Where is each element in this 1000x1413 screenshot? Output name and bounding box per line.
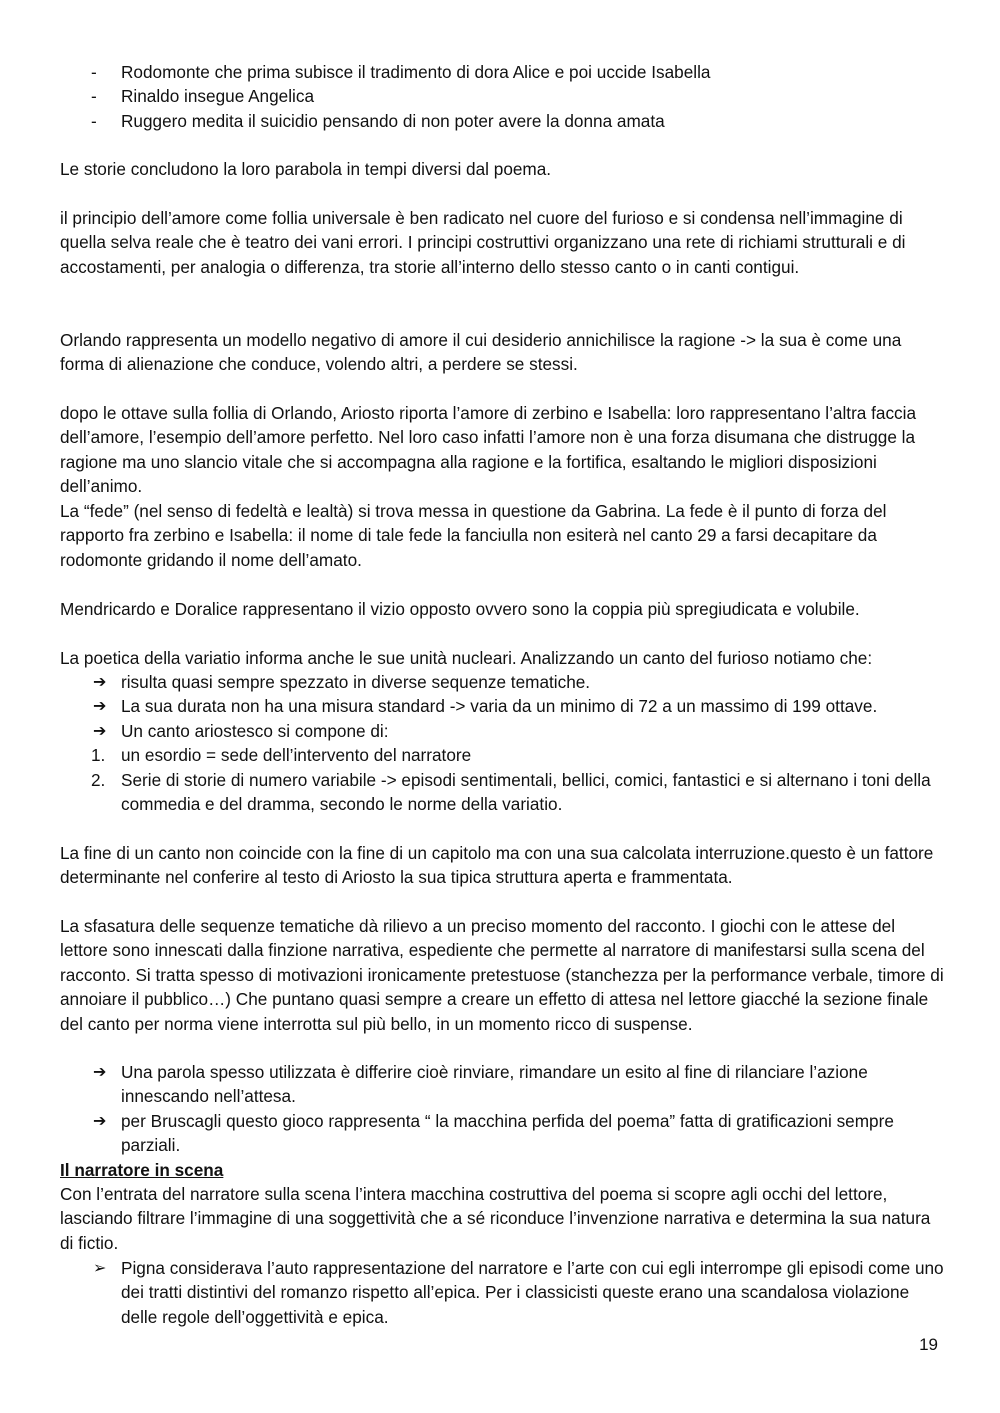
page-number: 19 — [919, 1335, 938, 1354]
list-item-text: Ruggero medita il suicidio pensando di non poter avere la donna amata — [121, 110, 665, 131]
numbered-item — [60, 743, 945, 767]
list-item-text: Una parola spesso utilizzata è differire cioè rinviare, rimandare un esito al fine di rilanciare l’azione innescando nell’attesa. — [121, 1062, 868, 1107]
list-item — [60, 719, 945, 743]
paragraph-sfasatura: La sfasatura delle sequenze tematiche dà rilievo a un preciso momento del racconto. I giochi con le attese del lettore sono innescati dalla finzione narrativa, espediente che permette al narratore di manifestarsi sulla scena del racconto. Si tratta spesso di motivazioni ironicamente pretestuose (stanchezza per la performance verbale, timore di annoiare il pubblico…) Che puntano quasi sempre a creare un effetto di attesa nel lettore giacché la sezione finale del canto per norma viene interrotta sul più bello, in un momento ricco di suspense. — [60, 916, 944, 1034]
arrow-list-differire — [60, 1060, 945, 1158]
paragraph-variatio: La poetica della variatio informa anche le sue unità nucleari. Analizzando un canto del furioso notiamo che: — [60, 648, 873, 668]
paragraph-canto-end: La fine di un canto non coincide con la fine di un capitolo ma con una sua calcolata interruzione.questo è un fattore determinante nel conferire al testo di Ariosto la sua tipica struttura aperta e frammentata. — [60, 843, 934, 888]
paragraph-zerbino-isabella: dopo le ottave sulla follia di Orlando, Ariosto riporta l’amore di zerbino e Isabella: loro rappresentano l’altra faccia dell’amore, l’esempio dell’amore perfetto. Nel loro caso infatti l’amore non è una forza disumana che distrugge la ragione ma uno slancio vitale che si accompagna alla ragione e la fortifica, esaltando le migliori disposizioni dell’animo. — [60, 403, 917, 497]
paragraph-mendricardo: Mendricardo e Doralice rappresentano il vizio opposto ovvero sono la coppia più spregiudicata e volubile. — [60, 599, 860, 619]
arrow-list-canto — [60, 670, 945, 816]
arrow-bullet-icon: ➔ — [93, 1110, 107, 1130]
paragraph-orlando: Orlando rappresenta un modello negativo di amore il cui desiderio annichilisce la ragione -> la sua è come una forma di alienazione che conduce, volendo altri, a perdere se stessi. — [60, 330, 902, 375]
paragraph-fede: La “fede” (nel senso di fedeltà e lealtà) si trova messa in questione da Gabrina. La fede è il punto di forza del rapporto fra zerbino e Isabella: il nome di tale fede la fanciulla non esiterà nel canto 29 a farsi decapitare da rodomonte gridando il nome dell’amato. — [60, 501, 887, 570]
list-item — [60, 670, 945, 694]
item-number: 2. — [91, 769, 106, 790]
dash-bullet: - — [91, 110, 97, 131]
list-item-text: Rodomonte che prima subisce il tradimento di dora Alice e poi uccide Isabella — [121, 62, 711, 82]
list-item — [60, 60, 945, 84]
paragraph-narratore: Con l’entrata del narratore sulla scena l’intera macchina costruttiva del poema si scopre agli occhi del lettore, lasciando filtrare l’immagine di una soggettività che a sé riconduce l’invenzione narrativa e determina la sua natura di fictio. — [60, 1184, 931, 1253]
list-item-text: Rinaldo insegue Angelica — [121, 86, 315, 107]
list-item — [60, 1256, 945, 1329]
arrow-bullet-icon: ➔ — [93, 696, 107, 716]
list-item-text: Un canto ariostesco si compone di: — [121, 720, 389, 741]
list-item-text: Pigna considerava l’auto rappresentazione del narratore e l’arte con cui egli interrompe gli episodi come uno dei tratti distintivi del romanzo rispetto all’epica. Per i classicisti queste erano una scandalosa violazione delle regole dell’oggettività e epica. — [121, 1258, 944, 1327]
list-item-text: un esordio = sede dell’intervento del narratore — [121, 745, 472, 766]
arrow-bullet-icon: ➔ — [93, 720, 107, 740]
intro-dash-list — [60, 60, 945, 133]
paragraph-love-madness: il principio dell’amore come follia universale è ben radicato nel cuore del furioso e si condensa nell’immagine di quella selva reale che è teatro dei vani errori. I principi costruttivi organizzano una rete di richiami strutturali e di accostamenti, per analogia o differenza, tra storie all’interno dello stesso canto o in canti contigui. — [60, 208, 906, 277]
paragraph-stories-timing: Le storie concludono la loro parabola in tempi diversi dal poema. — [60, 159, 552, 179]
list-item — [60, 84, 945, 108]
item-number: 1. — [91, 745, 106, 766]
list-item — [60, 109, 945, 133]
section-heading: Il narratore in scena — [60, 1160, 224, 1180]
dash-bullet: - — [91, 86, 97, 107]
list-item-text: risulta quasi sempre spezzato in diverse sequenze tematiche. — [121, 672, 591, 692]
numbered-item — [60, 768, 945, 817]
dash-bullet: - — [91, 62, 97, 82]
arrow-bullet-icon: ➔ — [93, 672, 107, 691]
triangle-list — [60, 1256, 945, 1329]
arrow-bullet-icon: ➔ — [93, 1062, 107, 1081]
list-item — [60, 1109, 945, 1158]
triangle-bullet-icon: ➢ — [93, 1258, 107, 1277]
list-item-text: per Bruscagli questo gioco rappresenta “ la macchina perfida del poema” fatta di gratificazioni sempre parziali. — [121, 1110, 894, 1156]
list-item — [60, 694, 945, 718]
list-item-text: La sua durata non ha una misura standard -> varia da un minimo di 72 a un massimo di 199 ottave. — [121, 696, 878, 717]
list-item-text: Serie di storie di numero variabile -> episodi sentimentali, bellici, comici, fantastici e si alternano i toni della commedia e del dramma, secondo le norme della variatio. — [121, 769, 931, 815]
list-item — [60, 1060, 945, 1109]
